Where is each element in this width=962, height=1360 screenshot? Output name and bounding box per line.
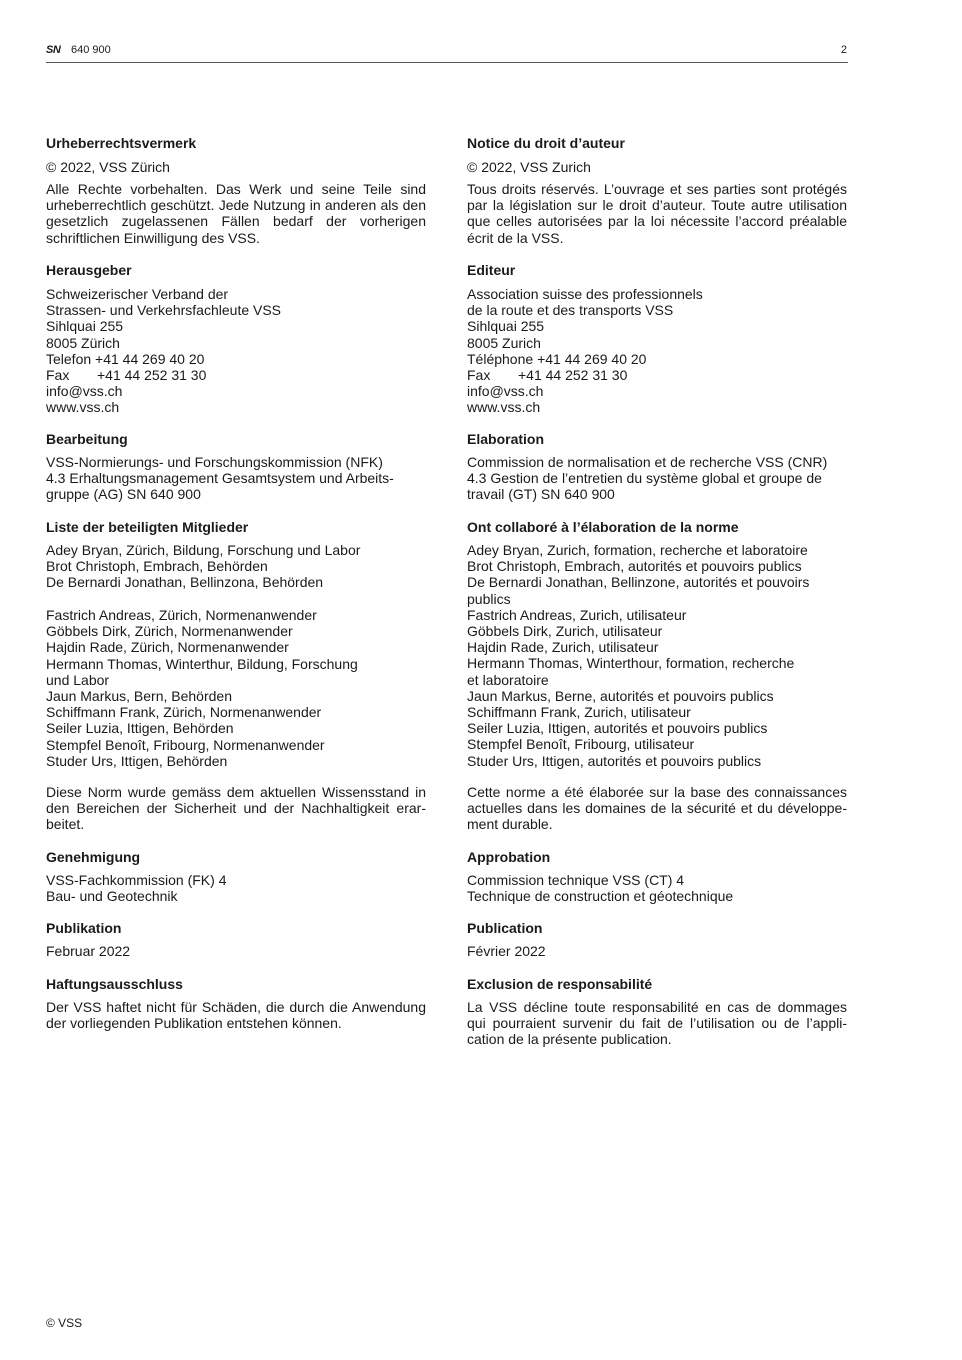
approval-heading: Approbation — [467, 849, 551, 865]
editing-line: 4.3 Erhaltungsmanagement Gesamtsystem und Arbeits- — [46, 470, 394, 487]
document-number: 640 900 — [71, 44, 111, 56]
member-item: Hermann Thomas, Winterthour, formation, recherche — [467, 655, 795, 672]
member-item: Seiler Luzia, Ittigen, autorités et pouvoirs publics — [467, 720, 768, 737]
phone-label: Téléphone — [467, 350, 534, 367]
page-header — [46, 42, 848, 63]
liability-text: La VSS décline toute responsabilité en cas de dommages qui pourraient survenir du fait de l’utilisation ou de l’application de la présente publication. — [467, 999, 847, 1048]
member-item: Hajdin Rade, Zurich, utilisateur — [467, 639, 659, 656]
address-line: Strassen- und Verkehrsfachleute VSS — [46, 302, 282, 319]
member-item: Stempfel Benoît, Fribourg, utilisateur — [467, 736, 695, 753]
member-item: Schiffmann Frank, Zürich, Normenanwender — [46, 704, 322, 721]
member-item: et laboratoire — [467, 671, 549, 688]
liability-heading: Exclusion de responsabilité — [467, 976, 653, 992]
email-link[interactable]: info@vss.ch — [46, 383, 123, 400]
member-item: Stempfel Benoît, Fribourg, Normenanwender — [46, 736, 325, 753]
publisher-heading: Herausgeber — [46, 262, 132, 278]
approval-line: Commission technique VSS (CT) 4 — [467, 872, 685, 888]
address-line: 8005 Zürich — [46, 334, 120, 351]
member-item: Jaun Markus, Berne, autorités et pouvoirs publics — [467, 687, 774, 704]
member-item: Brot Christoph, Embrach, Behörden — [46, 558, 268, 575]
fax-number: +41 44 252 31 30 — [518, 367, 628, 384]
member-item: Seiler Luzia, Ittigen, Behörden — [46, 720, 234, 737]
address-line: Schweizerischer Verband der — [46, 286, 229, 302]
address-line: de la route et des transports VSS — [467, 302, 674, 319]
members-list — [467, 542, 847, 769]
editing-heading: Elaboration — [467, 431, 545, 447]
fax-label: Fax — [46, 367, 70, 384]
address-line: Association suisse des professionnels — [467, 286, 703, 302]
address-line: Sihlquai 255 — [467, 318, 545, 335]
copyright-line: © 2022, VSS Zurich — [467, 159, 591, 175]
member-item: Göbbels Dirk, Zürich, Normenanwender — [46, 623, 293, 640]
copyright-heading: Urheberrechtsvermerk — [46, 135, 197, 151]
editing-line: 4.3 Gestion de l’entretien du système global et groupe de — [467, 470, 822, 487]
member-item: Brot Christoph, Embrach, autorités et pouvoirs publics — [467, 558, 802, 575]
member-item: De Bernardi Jonathan, Bellinzona, Behörden — [46, 574, 324, 591]
norm-note: Diese Norm wurde gemäss dem aktuellen Wissensstand in den Bereichen der Sicherheit und der Nachhaltigkeit erarbeitet. — [46, 784, 426, 833]
copyright-line: © 2022, VSS Zürich — [46, 159, 170, 175]
editing-line: VSS-Normierungs- und Forschungskommission (NFK) — [46, 454, 383, 470]
liability-heading: Haftungsausschluss — [46, 976, 183, 992]
member-item: De Bernardi Jonathan, Bellinzone, autorités et pouvoirs — [467, 574, 810, 591]
website-link[interactable]: www.vss.ch — [467, 399, 541, 416]
member-item: Fastrich Andreas, Zurich, utilisateur — [467, 606, 687, 623]
publication-heading: Publication — [467, 920, 543, 936]
publication-date: Février 2022 — [467, 943, 546, 959]
page-number: 2 — [840, 44, 847, 56]
fax-line — [467, 367, 847, 383]
members-heading: Liste der beteiligten Mitglieder — [46, 519, 249, 535]
member-item: Jaun Markus, Bern, Behörden — [46, 688, 232, 705]
approval-heading: Genehmigung — [46, 849, 141, 865]
member-item: Göbbels Dirk, Zurich, utilisateur — [467, 623, 663, 640]
phone-label: Telefon — [46, 350, 92, 367]
approval-line: Technique de construction et géotechnique — [467, 888, 734, 905]
address-line: Sihlquai 255 — [46, 318, 124, 335]
fax-number: +41 44 252 31 30 — [97, 367, 207, 384]
approval-text — [46, 872, 426, 904]
member-item: Schiffmann Frank, Zurich, utilisateur — [467, 704, 691, 721]
member-item: Fastrich Andreas, Zürich, Normenanwender — [46, 607, 317, 623]
copyright-text: Tous droits réservés. L’ouvrage et ses parties sont protégés par la législation sur le droit d’auteur. Toute autre utilisation que celles autorisées par la loi nécessite l’accord préalable écrit de la VSS. — [467, 181, 847, 246]
member-item: Studer Urs, Ittigen, autorités et pouvoirs publics — [467, 752, 762, 769]
copyright-text: Alle Rechte vorbehalten. Das Werk und seine Teile sind urheberrechtlich geschützt. Jede Nutzung in anderen als den gesetzlich zugelassenen Fällen bedarf der vorherigen schriftlichen Einwilligung des VSS. — [46, 181, 426, 246]
members-list-2 — [46, 607, 426, 769]
editing-line: gruppe (AG) SN 640 900 — [46, 486, 201, 503]
editing-text — [467, 454, 847, 503]
member-item: publics — [467, 590, 511, 607]
approval-text — [467, 872, 847, 904]
fax-line — [46, 367, 426, 383]
approval-line: VSS-Fachkommission (FK) 4 — [46, 872, 227, 888]
sn-logo: SN — [46, 44, 61, 56]
footer-copyright: © VSS — [46, 1316, 83, 1330]
address-line: 8005 Zurich — [467, 334, 541, 351]
email-link[interactable]: info@vss.ch — [467, 383, 544, 400]
member-item: Studer Urs, Ittigen, Behörden — [46, 752, 228, 769]
member-item: Hajdin Rade, Zürich, Normenanwender — [46, 639, 289, 656]
phone-line — [46, 351, 426, 367]
editing-line: Commission de normalisation et de recherche VSS (CNR) — [467, 454, 828, 470]
website-link[interactable]: www.vss.ch — [46, 399, 120, 416]
publisher-heading: Editeur — [467, 262, 516, 278]
members-heading: Ont collaboré à l’élaboration de la norme — [467, 519, 739, 535]
approval-line: Bau- und Geotechnik — [46, 888, 178, 905]
publication-date: Februar 2022 — [46, 943, 131, 959]
member-item: Hermann Thomas, Winterthur, Bildung, Forschung — [46, 655, 358, 672]
publisher-address — [46, 286, 426, 416]
member-item: Adey Bryan, Zürich, Bildung, Forschung und Labor — [46, 542, 361, 558]
copyright-heading: Notice du droit d’auteur — [467, 135, 625, 151]
publisher-address — [467, 286, 847, 416]
norm-note: Cette norme a été élaborée sur la base des connaissances actuelles dans les domaines de la sécurité et du développement durable. — [467, 784, 847, 833]
phone-number: +41 44 269 40 20 — [537, 350, 647, 367]
member-item: und Labor — [46, 671, 110, 688]
phone-line — [467, 351, 847, 367]
members-list-1 — [46, 542, 426, 591]
liability-text: Der VSS haftet nicht für Schäden, die durch die Anwendung der vorliegenden Publikation entstehen können. — [46, 999, 426, 1032]
editing-text — [46, 454, 426, 503]
editing-line: travail (GT) SN 640 900 — [467, 486, 615, 503]
publication-heading: Publikation — [46, 920, 122, 936]
fax-label: Fax — [467, 367, 491, 384]
member-item: Adey Bryan, Zurich, formation, recherche et laboratoire — [467, 542, 808, 558]
editing-heading: Bearbeitung — [46, 431, 128, 447]
phone-number: +41 44 269 40 20 — [95, 350, 205, 367]
